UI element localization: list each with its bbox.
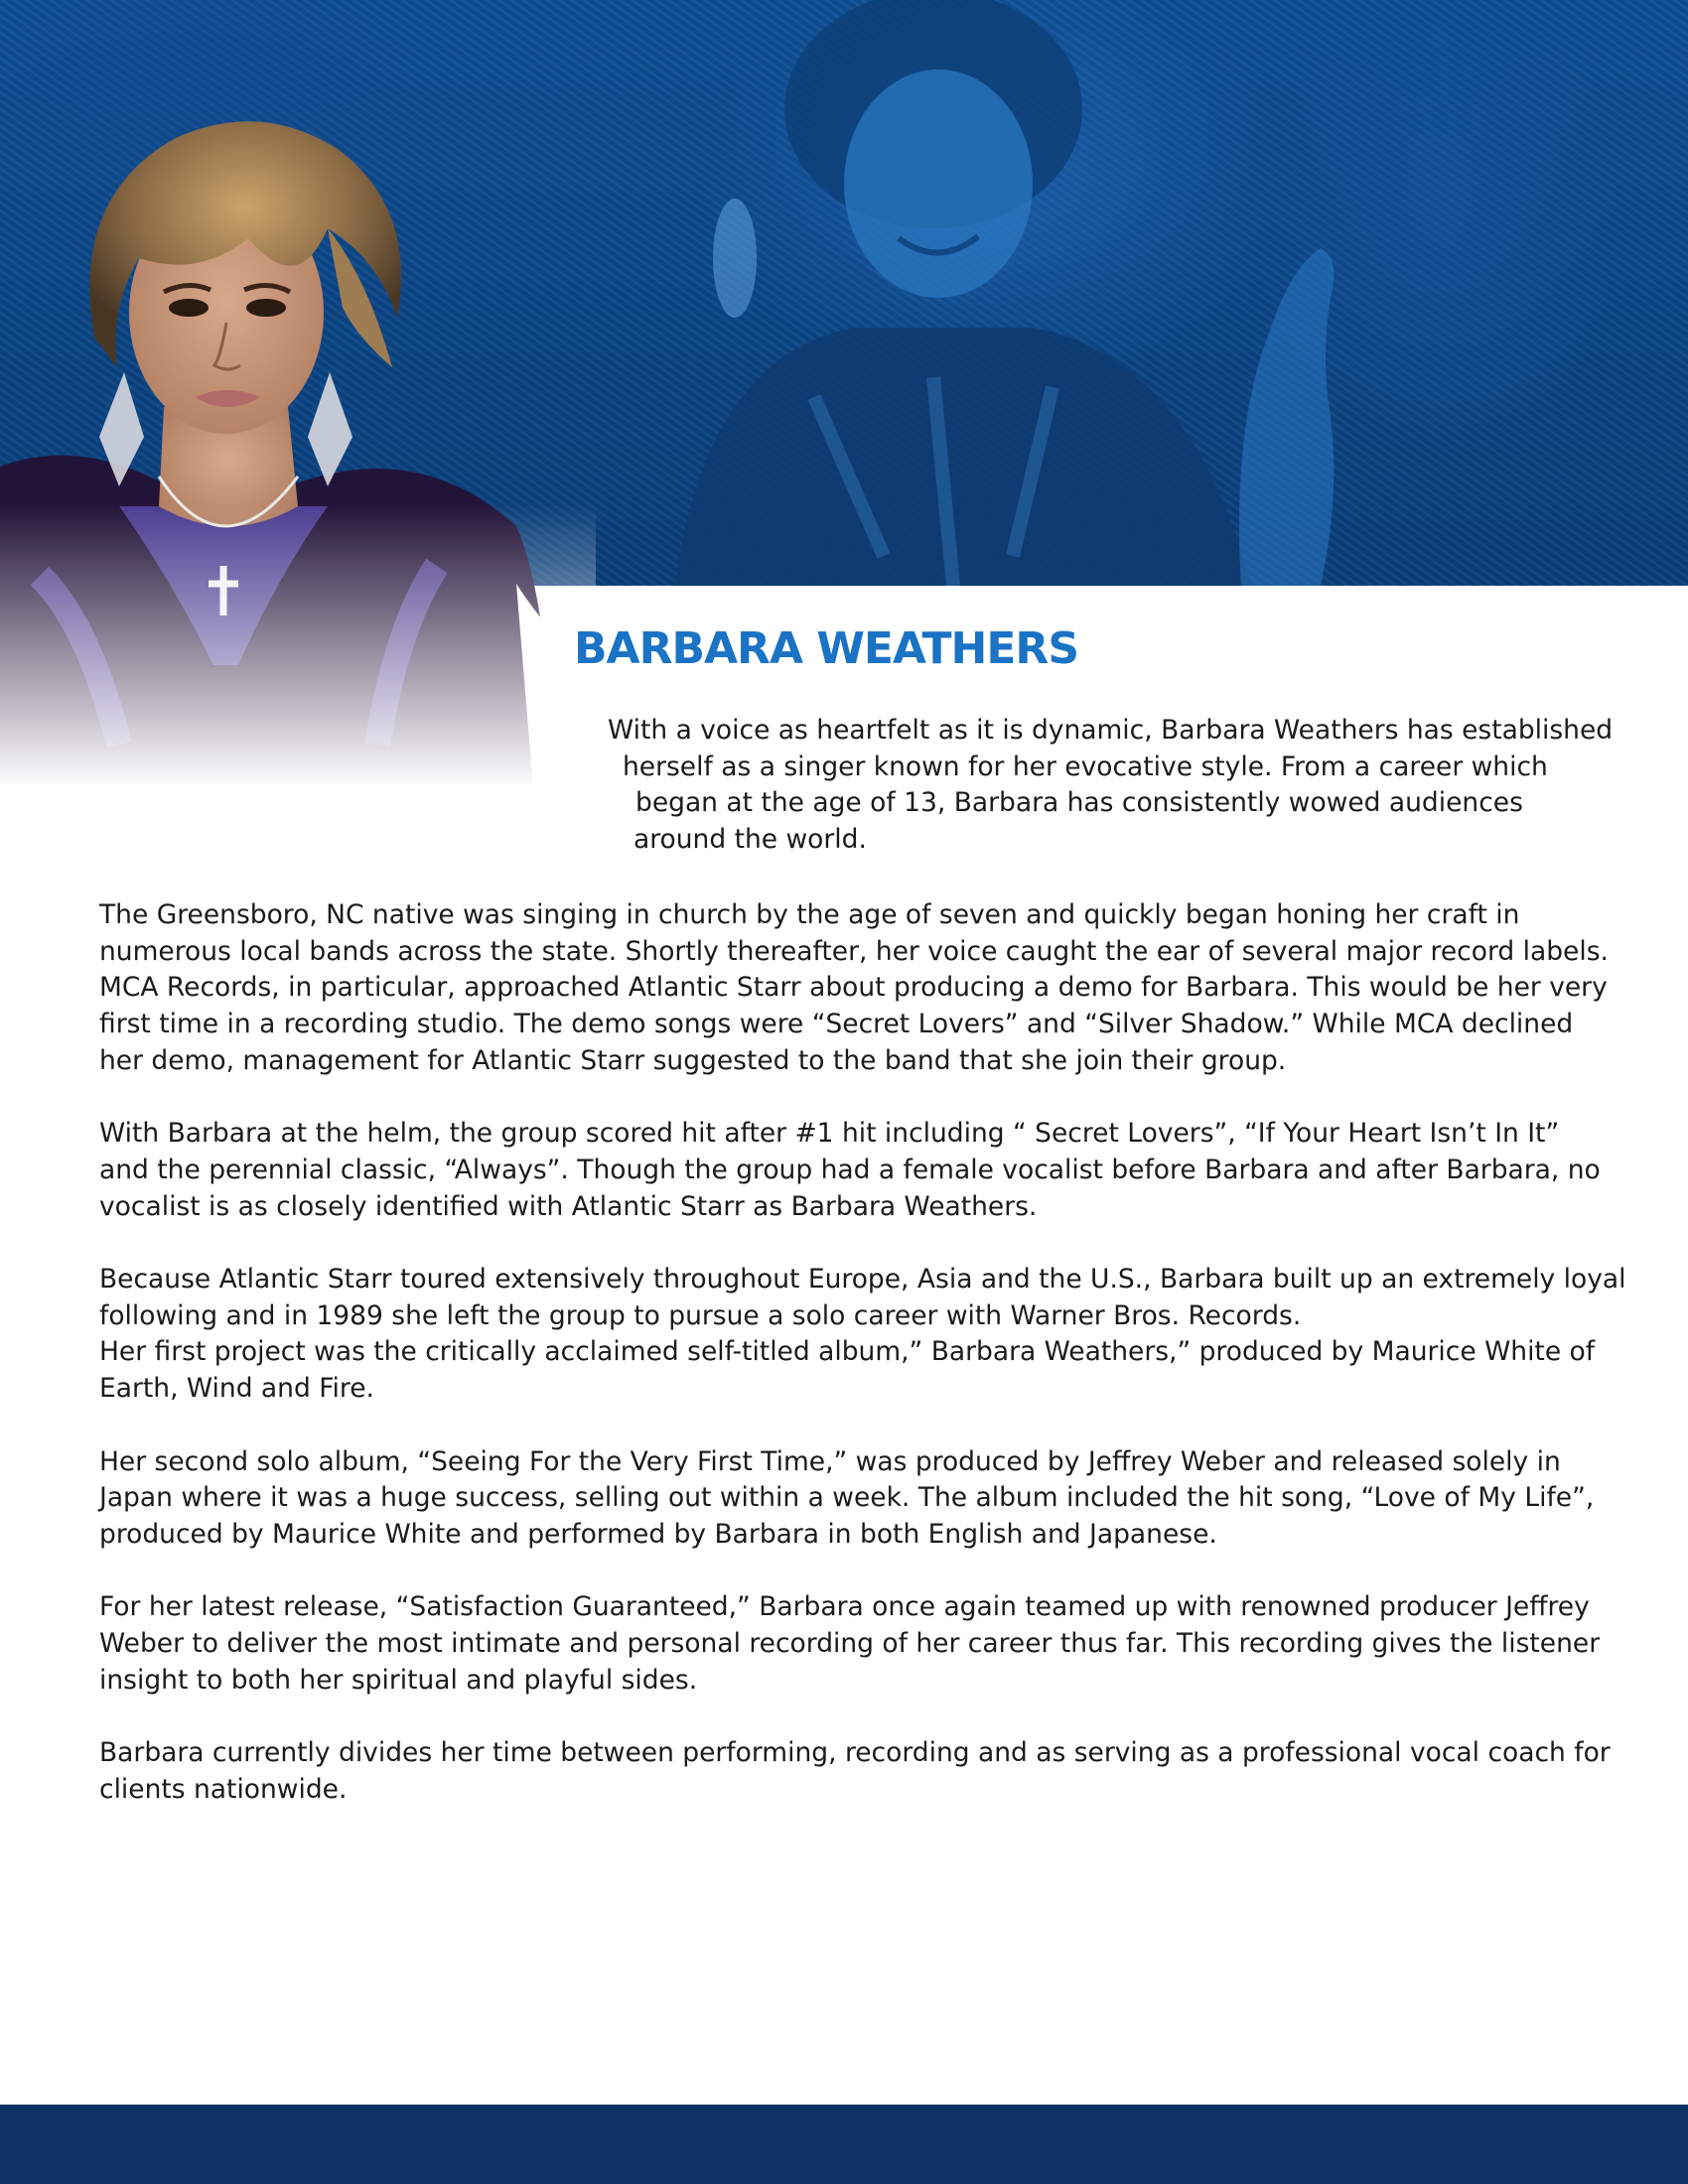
paragraph-line: Weber to deliver the most intimate and personal recording of her career thus far. This recording gives the listener [99, 1628, 1601, 1659]
background-singer-image [635, 0, 1390, 586]
paragraph-line: MCA Records, in particular, approached Atlantic Starr about producing a demo for Barbara. This would be her very [99, 972, 1608, 1004]
paragraph-line: and the perennial classic, “Always”. Though the group had a female vocalist before Barbara and after Barbara, no [99, 1154, 1601, 1185]
intro-paragraph [0, 713, 1614, 859]
paragraph-line: first time in a recording studio. The demo songs were “Secret Lovers” and “Silver Shadow.” While MCA declined [99, 1009, 1574, 1040]
paragraph-line: Her first project was the critically acclaimed self-titled album,” Barbara Weathers,” produced by Maurice White of [99, 1336, 1596, 1368]
paragraph-current-work [99, 1735, 1611, 1808]
paragraph-atlantic-starr [99, 1116, 1601, 1225]
paragraph-latest-release [99, 1589, 1601, 1699]
paragraph-line: Earth, Wind and Fire. [99, 1373, 374, 1405]
paragraph-line: With Barbara at the helm, the group scored hit after #1 hit including “ Secret Lovers”, “If Your Heart Isn’t In It” [99, 1118, 1560, 1150]
paragraph-line: For her latest release, “Satisfaction Guaranteed,” Barbara once again teamed up with renowned producer Jeffrey [99, 1591, 1590, 1623]
paragraph-line: Her second solo album, “Seeing For the Very First Time,” was produced by Jeffrey Weber and released solely in [99, 1445, 1561, 1477]
paragraph-line: following and in 1989 she left the group to pursue a solo career with Warner Bros. Records. [99, 1299, 1302, 1331]
paragraph-second-album [99, 1444, 1595, 1554]
paragraph-line: insight to both her spiritual and playful sides. [99, 1664, 698, 1696]
paragraph-line: Barbara currently divides her time between performing, recording and as serving as a professional vocal coach for [99, 1737, 1611, 1769]
paragraph-early-career [99, 897, 1609, 1080]
paragraph-solo-career [99, 1262, 1626, 1408]
intro-line: With a voice as heartfelt as it is dynamic, Barbara Weathers has established [608, 715, 1614, 746]
paragraph-line: produced by Maurice White and performed by Barbara in both English and Japanese. [99, 1518, 1217, 1550]
intro-line: began at the age of 13, Barbara has consistently wowed audiences [635, 787, 1523, 819]
paragraph-line: The Greensboro, NC native was singing in church by the age of seven and quickly began honing her craft in [99, 899, 1520, 930]
paragraph-line: vocalist is as closely identified with Atlantic Starr as Barbara Weathers. [99, 1190, 1038, 1222]
footer-band [0, 2105, 1688, 2184]
paragraph-line: Because Atlantic Starr toured extensively throughout Europe, Asia and the U.S., Barbara built up an extremely loyal [99, 1264, 1626, 1295]
intro-line: herself as a singer known for her evocative style. From a career which [623, 751, 1548, 782]
intro-line: around the world. [633, 824, 867, 856]
page-title: BARBARA WEATHERS [574, 623, 1079, 674]
paragraph-line: clients nationwide. [99, 1773, 348, 1805]
paragraph-line: numerous local bands across the state. Shortly thereafter, her voice caught the ear of several major record labels. [99, 935, 1609, 967]
paragraph-line: her demo, management for Atlantic Starr suggested to the band that she join their group. [99, 1044, 1287, 1076]
paragraph-line: Japan where it was a huge success, selling out within a week. The album included the hit song, “Love of My Life”, [99, 1482, 1595, 1514]
biography-body [99, 897, 1626, 1844]
